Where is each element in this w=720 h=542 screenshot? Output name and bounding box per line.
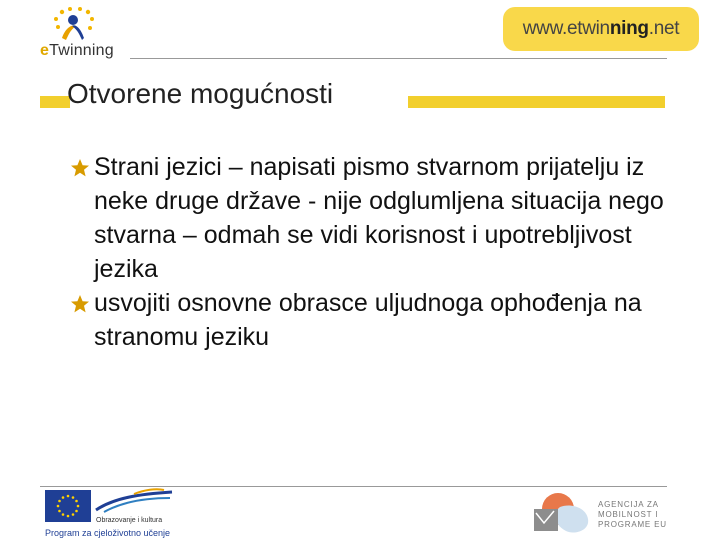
bullet-text: Strani jezici – napisati pismo stvarnom prijatelju iz neke druge države - nije odglumljena situacija nego stvarna – odmah se vidi korisnost i upotrebljivost jezika <box>94 153 664 283</box>
etwinning-logo <box>40 4 126 62</box>
header-divider <box>130 58 667 59</box>
star-bullet-icon <box>70 294 90 314</box>
slide-title: Otvorene mogućnosti <box>67 78 334 109</box>
bullet-item <box>70 150 670 286</box>
bullet-text: usvojiti osnovne obrasce uljudnoga ophođenja na stranomu jeziku <box>94 289 642 351</box>
agency-name: AGENCIJA ZA MOBILNOST I PROGRAME EU <box>598 500 667 529</box>
website-badge[interactable]: www.etwin ning .net <box>503 7 699 51</box>
logo-wordmark: eTwinning <box>40 42 114 59</box>
title-accent-bar-left <box>40 96 70 108</box>
bullet-item <box>70 286 670 354</box>
star-bullet-icon <box>70 158 90 178</box>
eu-flag <box>45 490 91 522</box>
footer-divider <box>40 486 667 487</box>
agency-logo <box>530 489 596 537</box>
program-subtitle: Obrazovanje i kultura <box>96 517 163 524</box>
bullet-list <box>70 150 670 354</box>
program-caption: Program za cjeloživotno učenje <box>45 528 171 538</box>
llp-logo <box>94 488 174 520</box>
title-accent-bar-right <box>408 96 665 108</box>
